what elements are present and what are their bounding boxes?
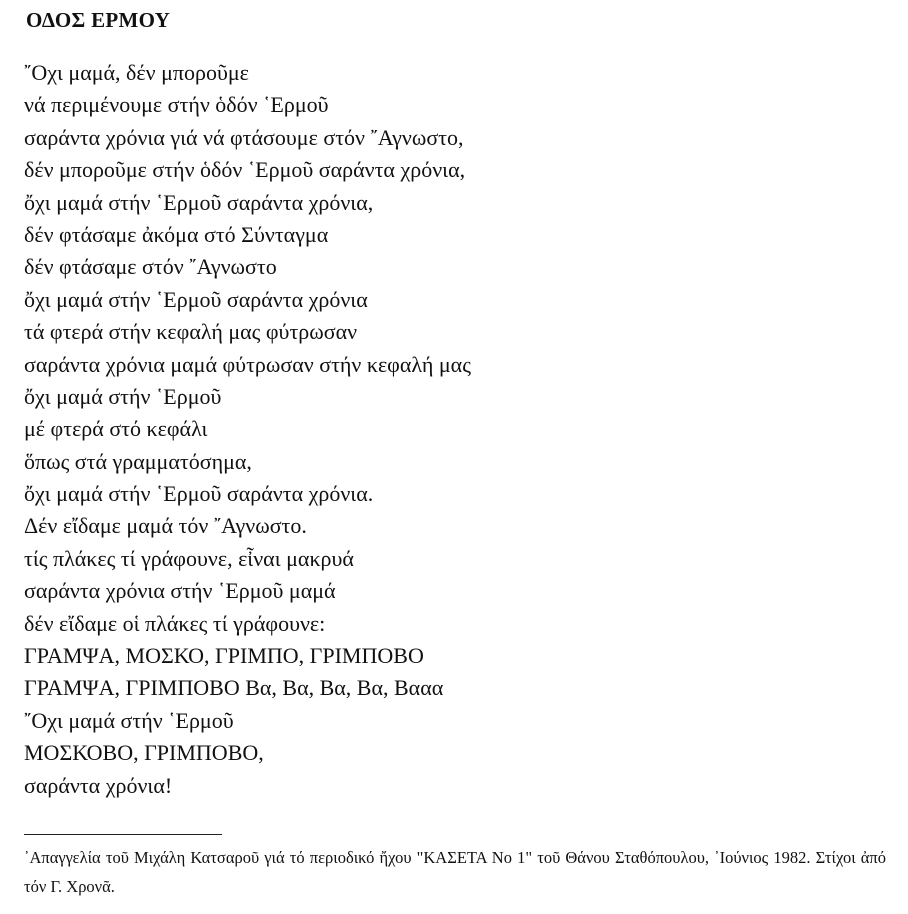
poem-line: ΓΡΑΜΨΑ, ΜΟΣΚΟ, ΓΡΙΜΠΟ, ΓΡΙΜΠΟΒΟ [24,643,424,669]
poem-line: ὄχι μαμά στήν ῾Ερμοῦ [24,383,222,409]
poem-line: ὄχι μαμά στήν ῾Ερμοῦ σαράντα χρόνια, [24,189,374,215]
poem-line: ῎Οχι μαμά, δέν μποροῦμε [24,60,249,85]
poem-line: δέν φτάσαμε στόν ῎Αγνωστο [24,254,277,280]
poem-line: σαράντα χρόνια γιά νά φτάσουμε στόν ῎Αγνωστο, [24,124,464,150]
poem-line: Δέν εἴδαμε μαμά τόν ῎Αγνωστο. [24,513,307,539]
poem-line: σαράντα χρόνια! [24,772,173,798]
poem-line: σαράντα χρόνια στήν ῾Ερμοῦ μαμά [24,578,336,604]
poem-body [24,57,471,802]
poem-line: δέν φτάσαμε ἀκόμα στό Σύνταγμα [24,221,329,247]
poem-line: ΓΡΑΜΨΑ, ΓΡΙΜΠΟΒΟ Βα, Βα, Βα, Βα, Βααα [24,675,444,701]
poem-line: δέν εἴδαμε οἱ πλάκες τί γράφουνε: [24,610,326,636]
poem-line: δέν μποροῦμε στήν ὁδόν ῾Ερμοῦ σαράντα χρόνια, [24,157,466,183]
footnote: ᾽Απαγγελία τοῦ Μιχάλη Κατσαροῦ γιά τό περιοδικό ἤχου "ΚΑΣΕΤΑ Νο 1" τοῦ Θάνου Σταθόπουλου, ᾽Ιούνιος 1982. Στίχοι ἀπό τόν Γ. Χρονᾶ. [24,848,886,896]
poem-line: ὅπως στά γραμματόσημα, [24,448,252,474]
poem-line: νά περιμένουμε στήν ὁδόν ῾Ερμοῦ [24,92,329,118]
poem-line: ὄχι μαμά στήν ῾Ερμοῦ σαράντα χρόνια [24,286,368,312]
footnote-divider [24,834,222,835]
poem-line: τά φτερά στήν κεφαλή μας φύτρωσαν [24,319,358,345]
poem-line: σαράντα χρόνια μαμά φύτρωσαν στήν κεφαλή μας [24,351,471,377]
poem-line: ΜΟΣΚΟΒΟ, ΓΡΙΜΠΟΒΟ, [24,740,264,766]
poem-line: ὄχι μαμά στήν ῾Ερμοῦ σαράντα χρόνια. [24,481,374,507]
poem-line: ῎Οχι μαμά στήν ῾Ερμοῦ [24,707,234,733]
poem-line: μέ φτερά στό κεφάλι [24,416,208,442]
poem-title: ΟΔΟΣ ΕΡΜΟΥ [26,8,171,32]
poem-line: τίς πλάκες τί γράφουνε, εἶναι μακρυά [24,545,354,571]
